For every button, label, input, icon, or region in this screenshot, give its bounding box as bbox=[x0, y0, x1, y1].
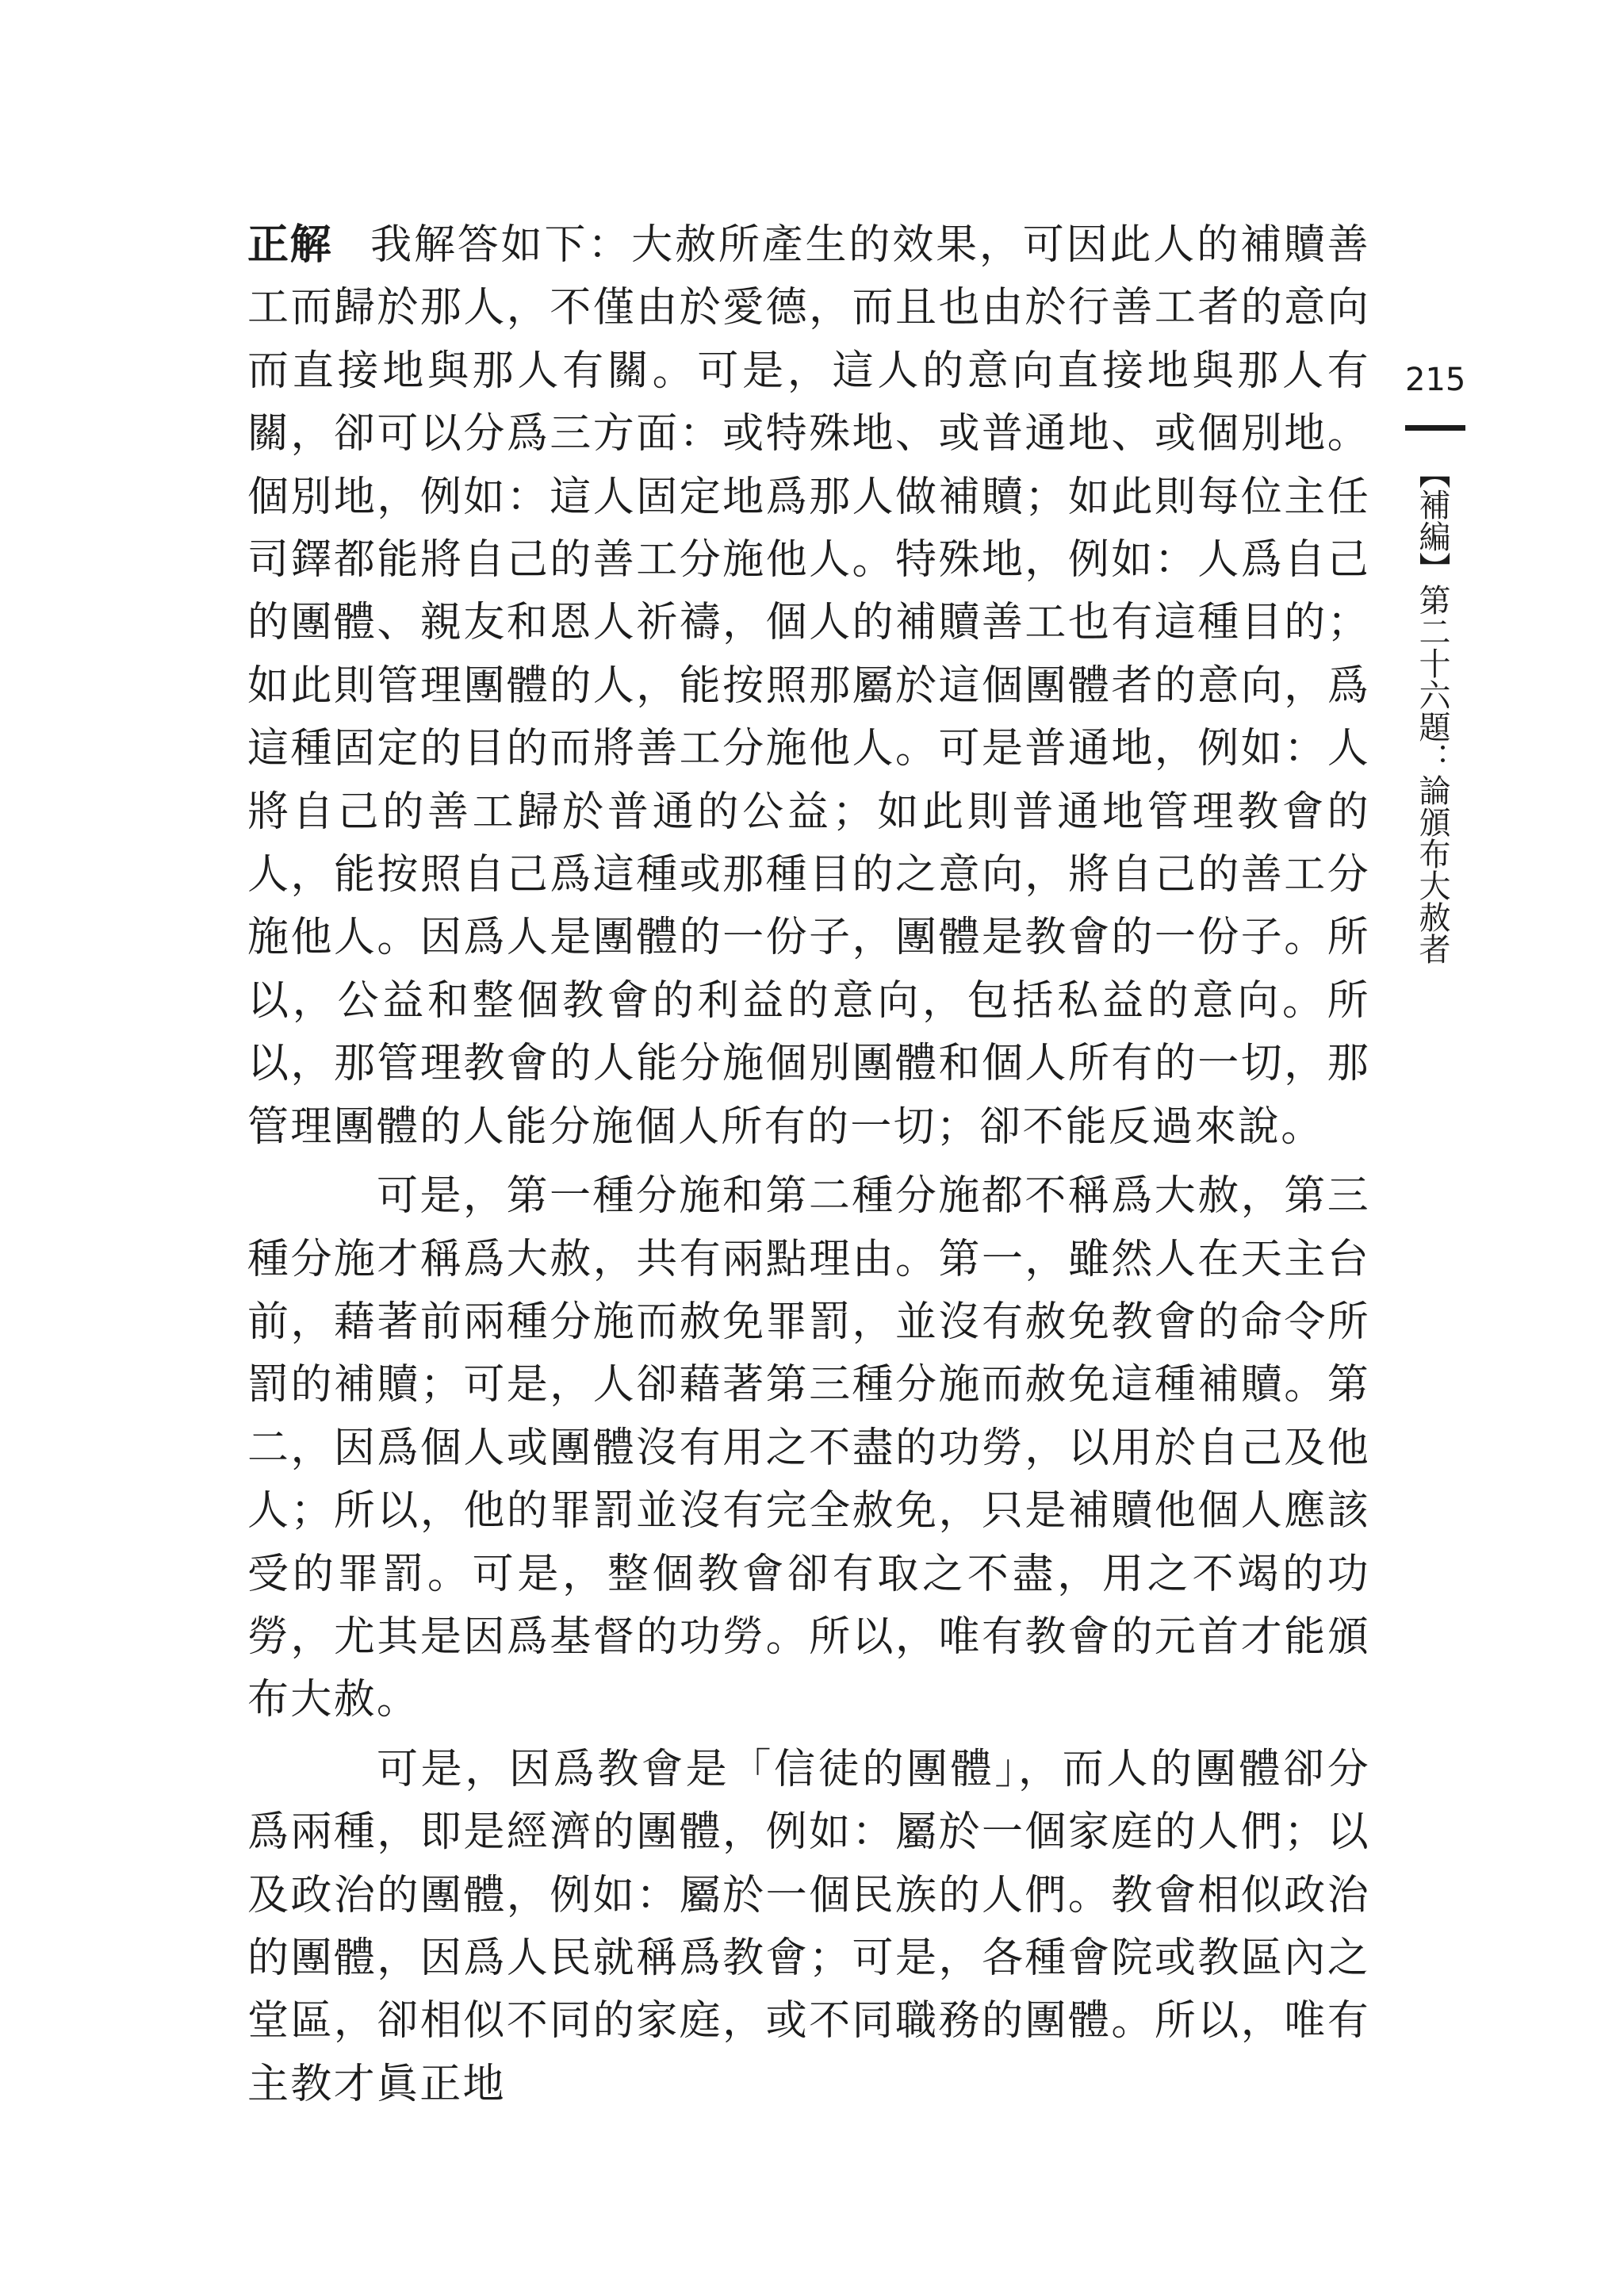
page-number-rule bbox=[1405, 425, 1465, 431]
paragraph-1 bbox=[247, 214, 1370, 1159]
paragraph-3: 可是，因爲教會是「信徒的團體」，而人的團體卻分爲兩種，即是經濟的團體，例如：屬於一個家庭的人們；以及政治的團體，例如：屬於一個民族的人們。教會相似政治的團體，因爲人民就稱爲教會；可是，各種會院或教區內之堂區，卻相似不同的家庭，或不同職務的團體。所以，唯有主教才眞正地 bbox=[247, 1745, 1370, 2108]
heading-label: 正解 bbox=[247, 221, 333, 269]
page-number: 215 bbox=[1405, 362, 1466, 398]
paragraph-2: 可是，第一種分施和第二種分施都不稱爲大赦，第三種分施才稱爲大赦，共有兩點理由。第一，雖然人在天主台前，藉著前兩種分施而赦免罪罰，並沒有赦免教會的命令所罰的補贖；可是，人卻藉著第三種分施而赦免這種補贖。第二，因爲個人或團體沒有用之不盡的功勞，以用於自己及他人；所以，他的罪罰並沒有完全赦免，只是補贖他個人應該受的罪罰。可是，整個教會卻有取之不盡，用之不竭的功勞，尤其是因爲基督的功勞。所以，唯有教會的元首才能頒布大赦。 bbox=[247, 1172, 1370, 1724]
paragraph-text: 我解答如下：大赦所產生的效果，可因此人的補贖善工而歸於那人，不僅由於愛德，而且也由於行善工者的意向而直接地與那人有關。可是，這人的意向直接地與那人有關，卻可以分爲三方面：或特殊地、或普通地、或個別地。個別地，例如：這人固定地爲那人做補贖；如此則每位主任司鐸都能將自己的善工分施他人。特殊地，例如：人爲自己的團體、親友和恩人祈禱，個人的補贖善工也有這種目的；如此則管理團體的人，能按照那屬於這個團體者的意向，爲這種固定的目的而將善工分施他人。可是普通地，例如：人將自己的善工歸於普通的公益；如此則普通地管理教會的人，能按照自己爲這種或那種目的之意向，將自己的善工分施他人。因爲人是團體的一份子，團體是教會的一份子。所以，公益和整個教會的利益的意向，包括私益的意向。所以，那管理教會的人能分施個別團體和個人所有的一切，那管理團體的人能分施個人所有的一切；卻不能反過來說。 bbox=[247, 221, 1370, 1151]
running-head: 【補編】第二十六題：論頒布大赦者 bbox=[1414, 457, 1450, 964]
body-text bbox=[247, 214, 1370, 2116]
